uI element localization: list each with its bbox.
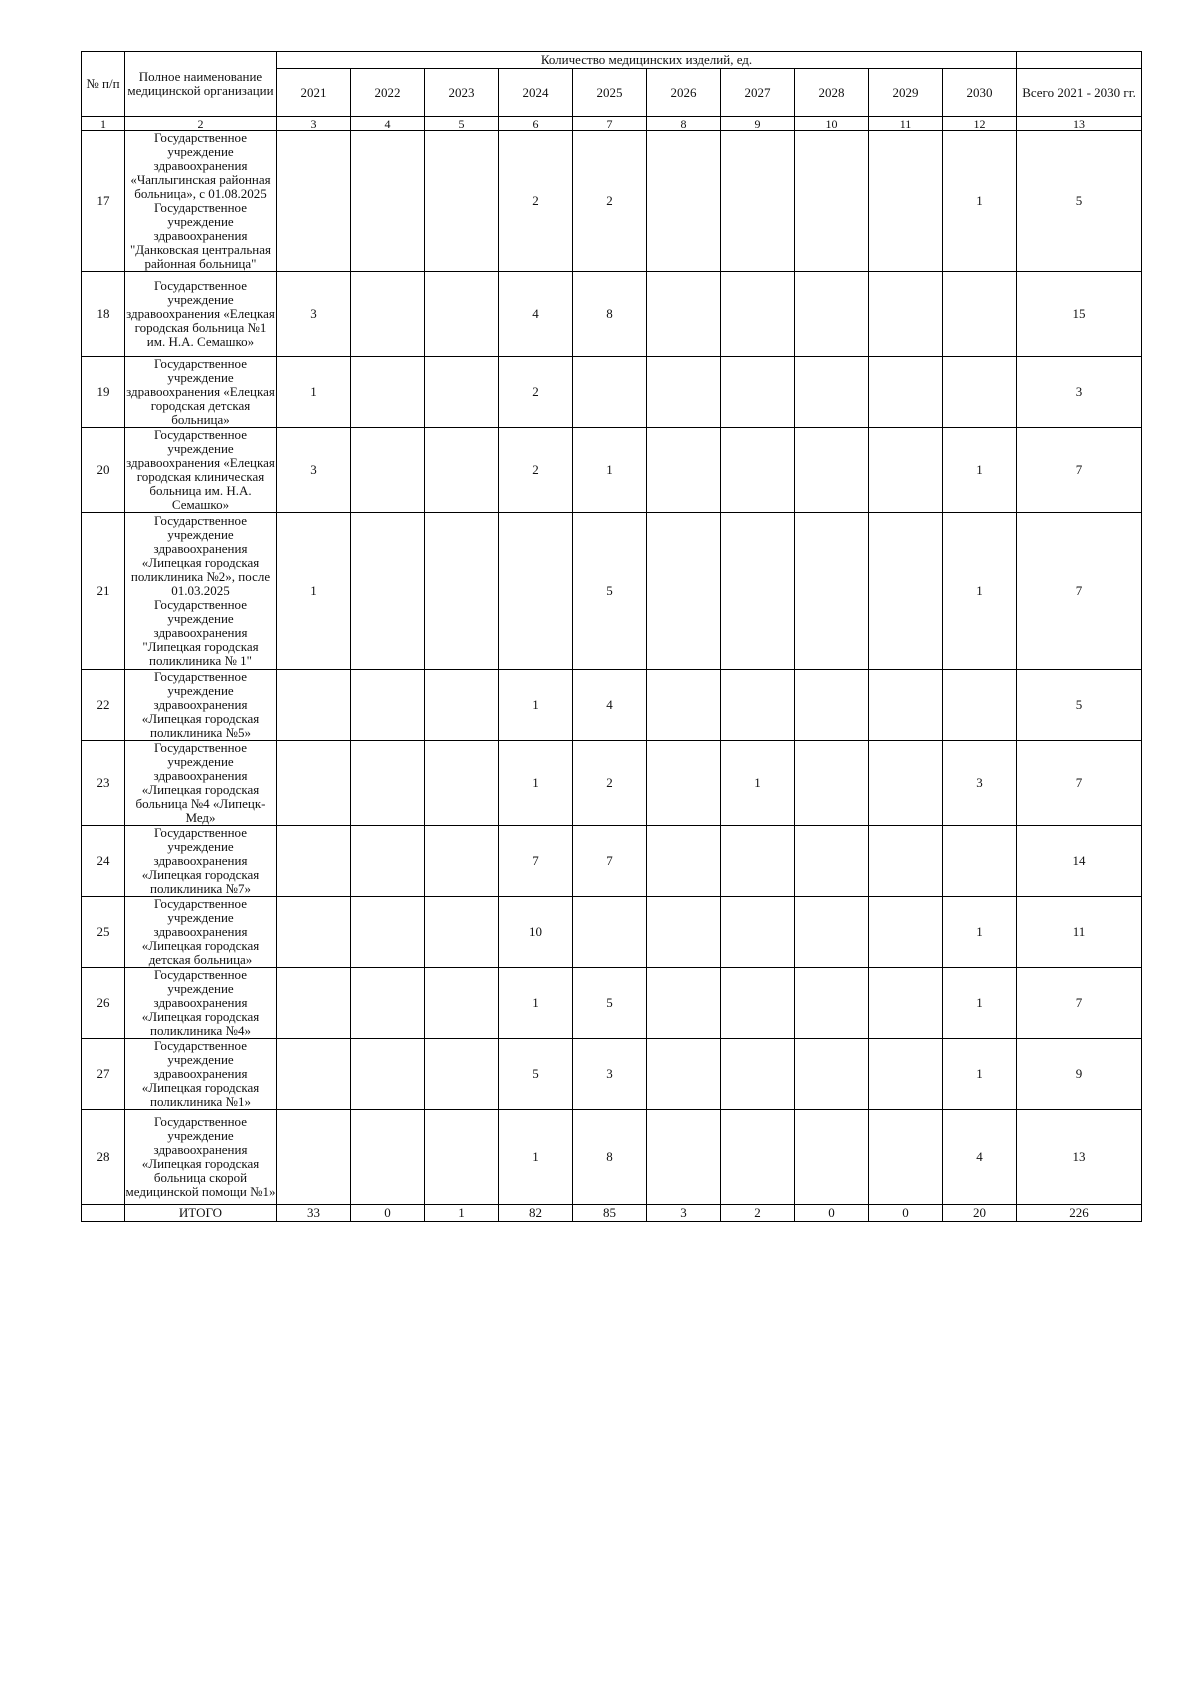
year-count: 1	[943, 897, 1017, 968]
organization-name: Государственное учреждение здравоохранения «Липецкая городская поликлиника №1»	[125, 1039, 277, 1110]
year-count	[277, 1110, 351, 1205]
year-total: 82	[499, 1205, 573, 1222]
column-number: 8	[647, 117, 721, 131]
table-row	[82, 670, 1142, 741]
header-name: Полное наименование медицинской организации	[125, 52, 277, 117]
year-count: 1	[277, 513, 351, 670]
year-count	[721, 131, 795, 272]
row-total: 5	[1017, 131, 1142, 272]
year-count: 7	[499, 826, 573, 897]
year-count	[351, 897, 425, 968]
table-row	[82, 1039, 1142, 1110]
organization-name: Государственное учреждение здравоохранения «Елецкая городская детская больница»	[126, 356, 275, 427]
year-count: 1	[943, 513, 1017, 670]
year-count	[795, 1039, 869, 1110]
year-count	[721, 1039, 795, 1110]
year-count	[647, 897, 721, 968]
medical-devices-table	[81, 51, 1142, 1222]
year-count	[869, 428, 943, 513]
header-year: 2026	[647, 69, 721, 117]
year-count: 5	[573, 513, 647, 670]
column-number: 11	[869, 117, 943, 131]
table-row	[82, 272, 1142, 357]
year-count: 1	[499, 741, 573, 826]
year-count	[277, 741, 351, 826]
row-number: 20	[82, 428, 125, 513]
year-count	[351, 131, 425, 272]
table-row	[82, 968, 1142, 1039]
header-total: Всего 2021 - 2030 гг.	[1017, 69, 1142, 117]
year-count	[869, 897, 943, 968]
year-count: 8	[573, 272, 647, 357]
year-count: 8	[573, 1110, 647, 1205]
year-count: 7	[573, 826, 647, 897]
year-count	[425, 131, 499, 272]
year-count	[425, 741, 499, 826]
year-count	[425, 897, 499, 968]
year-count	[647, 428, 721, 513]
organization-name: Государственное учреждение здравоохранения «Липецкая городская детская больница»	[125, 897, 277, 968]
row-number: 28	[82, 1110, 125, 1205]
year-count	[795, 1110, 869, 1205]
year-count	[869, 513, 943, 670]
organization-name: Государственное учреждение здравоохранения «Елецкая городская больница №1 им. Н.А. Семашко»	[125, 272, 277, 357]
year-count	[425, 1039, 499, 1110]
year-count: 1	[943, 428, 1017, 513]
year-count: 1	[943, 131, 1017, 272]
year-count: 1	[499, 1110, 573, 1205]
row-number: 24	[82, 826, 125, 897]
year-count	[869, 741, 943, 826]
column-number: 10	[795, 117, 869, 131]
organization-name: Государственное учреждение здравоохранения «Липецкая городская больница №4 «Липецк-Мед»	[125, 741, 277, 826]
row-total: 7	[1017, 428, 1142, 513]
row-total: 7	[1017, 741, 1142, 826]
organization-name: Государственное учреждение здравоохранения «Липецкая городская поликлиника №5»	[125, 670, 277, 741]
year-total: 0	[869, 1205, 943, 1222]
table-row	[82, 428, 1142, 513]
table-row	[82, 513, 1142, 670]
year-count	[647, 131, 721, 272]
year-count	[351, 513, 425, 670]
column-number: 6	[499, 117, 573, 131]
year-count	[721, 897, 795, 968]
year-count	[425, 513, 499, 670]
row-total: 7	[1017, 968, 1142, 1039]
year-count: 10	[499, 897, 573, 968]
year-count	[721, 1110, 795, 1205]
year-count	[351, 826, 425, 897]
year-count: 3	[573, 1039, 647, 1110]
year-count	[351, 357, 425, 428]
year-total: 85	[573, 1205, 647, 1222]
year-count	[351, 741, 425, 826]
year-count	[943, 826, 1017, 897]
column-number: 2	[125, 117, 277, 131]
year-count: 4	[573, 670, 647, 741]
year-count: 5	[573, 968, 647, 1039]
totals-row	[82, 1205, 1142, 1222]
year-total: 33	[277, 1205, 351, 1222]
table-row	[82, 131, 1142, 272]
row-total: 7	[1017, 513, 1142, 670]
row-total: 9	[1017, 1039, 1142, 1110]
year-count	[351, 968, 425, 1039]
year-count: 1	[721, 741, 795, 826]
column-number: 3	[277, 117, 351, 131]
year-count	[795, 428, 869, 513]
header-year: 2021	[277, 69, 351, 117]
row-number: 23	[82, 741, 125, 826]
column-number: 13	[1017, 117, 1142, 131]
column-number: 4	[351, 117, 425, 131]
header-year: 2024	[499, 69, 573, 117]
header-year: 2029	[869, 69, 943, 117]
year-count: 3	[277, 428, 351, 513]
column-number: 12	[943, 117, 1017, 131]
year-count	[795, 670, 869, 741]
organization-name: Государственное учреждение здравоохранения «Чаплыгинская районная больница», с 01.08.2025 Государственное учреждение здравоохранения "Данковская центральная районная больница"	[125, 131, 277, 272]
row-number: 21	[82, 513, 125, 670]
year-count: 1	[499, 968, 573, 1039]
year-count	[795, 357, 869, 428]
year-count	[795, 272, 869, 357]
grand-total: 226	[1017, 1205, 1142, 1222]
year-count	[425, 357, 499, 428]
row-number: 17	[82, 131, 125, 272]
year-count: 1	[499, 670, 573, 741]
year-count: 1	[277, 357, 351, 428]
column-number: 7	[573, 117, 647, 131]
year-count	[943, 272, 1017, 357]
year-count	[795, 826, 869, 897]
year-total: 20	[943, 1205, 1017, 1222]
year-count: 2	[573, 741, 647, 826]
year-count	[721, 826, 795, 897]
year-count	[943, 670, 1017, 741]
row-total: 15	[1017, 272, 1142, 357]
year-count	[425, 968, 499, 1039]
year-count	[647, 741, 721, 826]
column-number-row	[82, 117, 1142, 131]
year-count	[869, 131, 943, 272]
header-year: 2023	[425, 69, 499, 117]
year-count	[351, 1110, 425, 1205]
year-count	[277, 826, 351, 897]
year-count	[277, 897, 351, 968]
table-row	[82, 741, 1142, 826]
header-year: 2025	[573, 69, 647, 117]
year-count	[795, 897, 869, 968]
year-count	[351, 1039, 425, 1110]
year-total: 3	[647, 1205, 721, 1222]
year-count: 1	[943, 1039, 1017, 1110]
header-total-blank	[1017, 52, 1142, 69]
year-count: 2	[499, 357, 573, 428]
year-count	[869, 826, 943, 897]
header-year: 2022	[351, 69, 425, 117]
year-count: 1	[943, 968, 1017, 1039]
table-row	[82, 1110, 1142, 1205]
row-number: 26	[82, 968, 125, 1039]
year-count	[425, 428, 499, 513]
row-total: 14	[1017, 826, 1142, 897]
year-count	[425, 272, 499, 357]
header-year: 2028	[795, 69, 869, 117]
year-total: 0	[795, 1205, 869, 1222]
year-count	[277, 131, 351, 272]
year-count	[795, 968, 869, 1039]
header-group: Количество медицинских изделий, ед.	[277, 52, 1017, 69]
year-count	[647, 1110, 721, 1205]
row-number: 27	[82, 1039, 125, 1110]
year-count: 3	[943, 741, 1017, 826]
year-count	[647, 357, 721, 428]
year-count	[425, 826, 499, 897]
year-total: 2	[721, 1205, 795, 1222]
row-total: 3	[1017, 357, 1142, 428]
row-total: 11	[1017, 897, 1142, 968]
header-num: № п/п	[82, 52, 125, 117]
table-row	[82, 826, 1142, 897]
year-count	[647, 826, 721, 897]
year-count	[425, 670, 499, 741]
year-count: 2	[499, 131, 573, 272]
year-count	[277, 670, 351, 741]
header-year: 2030	[943, 69, 1017, 117]
year-count: 2	[573, 131, 647, 272]
year-count	[795, 131, 869, 272]
year-count	[721, 428, 795, 513]
year-count	[869, 357, 943, 428]
column-number: 9	[721, 117, 795, 131]
row-total: 5	[1017, 670, 1142, 741]
row-number: 18	[82, 272, 125, 357]
year-count	[795, 741, 869, 826]
year-count	[573, 357, 647, 428]
header-year: 2027	[721, 69, 795, 117]
year-count	[499, 513, 573, 670]
organization-name: Государственное учреждение здравоохранения «Липецкая городская поликлиника №4»	[125, 968, 277, 1039]
organization-name: Государственное учреждение здравоохранения «Елецкая городская клиническая больница им. Н.А. Семашко»	[126, 427, 275, 512]
year-count	[869, 670, 943, 741]
row-number: 22	[82, 670, 125, 741]
organization-name: Государственное учреждение здравоохранения «Липецкая городская поликлиника №7»	[125, 826, 277, 897]
row-number: 25	[82, 897, 125, 968]
year-count	[351, 428, 425, 513]
year-count	[943, 357, 1017, 428]
year-count	[647, 513, 721, 670]
year-count	[647, 968, 721, 1039]
year-count: 2	[499, 428, 573, 513]
year-total: 0	[351, 1205, 425, 1222]
year-count	[351, 670, 425, 741]
year-count	[869, 1039, 943, 1110]
year-count	[721, 357, 795, 428]
totals-blank	[82, 1205, 125, 1222]
year-count	[721, 272, 795, 357]
year-count: 4	[499, 272, 573, 357]
organization-name: Государственное учреждение здравоохранения «Липецкая городская поликлиника №2», после 01.03.2025 Государственное учреждение здравоохранения "Липецкая городская поликлиника № 1"	[125, 513, 277, 670]
column-number: 5	[425, 117, 499, 131]
row-total: 13	[1017, 1110, 1142, 1205]
year-count	[869, 272, 943, 357]
year-count	[647, 1039, 721, 1110]
year-count	[647, 272, 721, 357]
year-count	[869, 1110, 943, 1205]
year-count	[869, 968, 943, 1039]
year-count	[721, 513, 795, 670]
year-count	[795, 513, 869, 670]
year-count	[721, 968, 795, 1039]
table-row	[82, 357, 1142, 428]
year-count: 5	[499, 1039, 573, 1110]
year-count	[721, 670, 795, 741]
year-count	[277, 1039, 351, 1110]
year-count	[425, 1110, 499, 1205]
totals-label: ИТОГО	[125, 1205, 277, 1222]
year-count: 4	[943, 1110, 1017, 1205]
table-row	[82, 897, 1142, 968]
year-count	[647, 670, 721, 741]
year-count	[277, 968, 351, 1039]
row-number: 19	[82, 357, 125, 428]
year-count: 3	[277, 272, 351, 357]
year-count	[573, 897, 647, 968]
year-count	[351, 272, 425, 357]
year-total: 1	[425, 1205, 499, 1222]
organization-name: Государственное учреждение здравоохранения «Липецкая городская больница скорой медицинской помощи №1»	[125, 1110, 277, 1205]
column-number: 1	[82, 117, 125, 131]
year-count: 1	[573, 428, 647, 513]
